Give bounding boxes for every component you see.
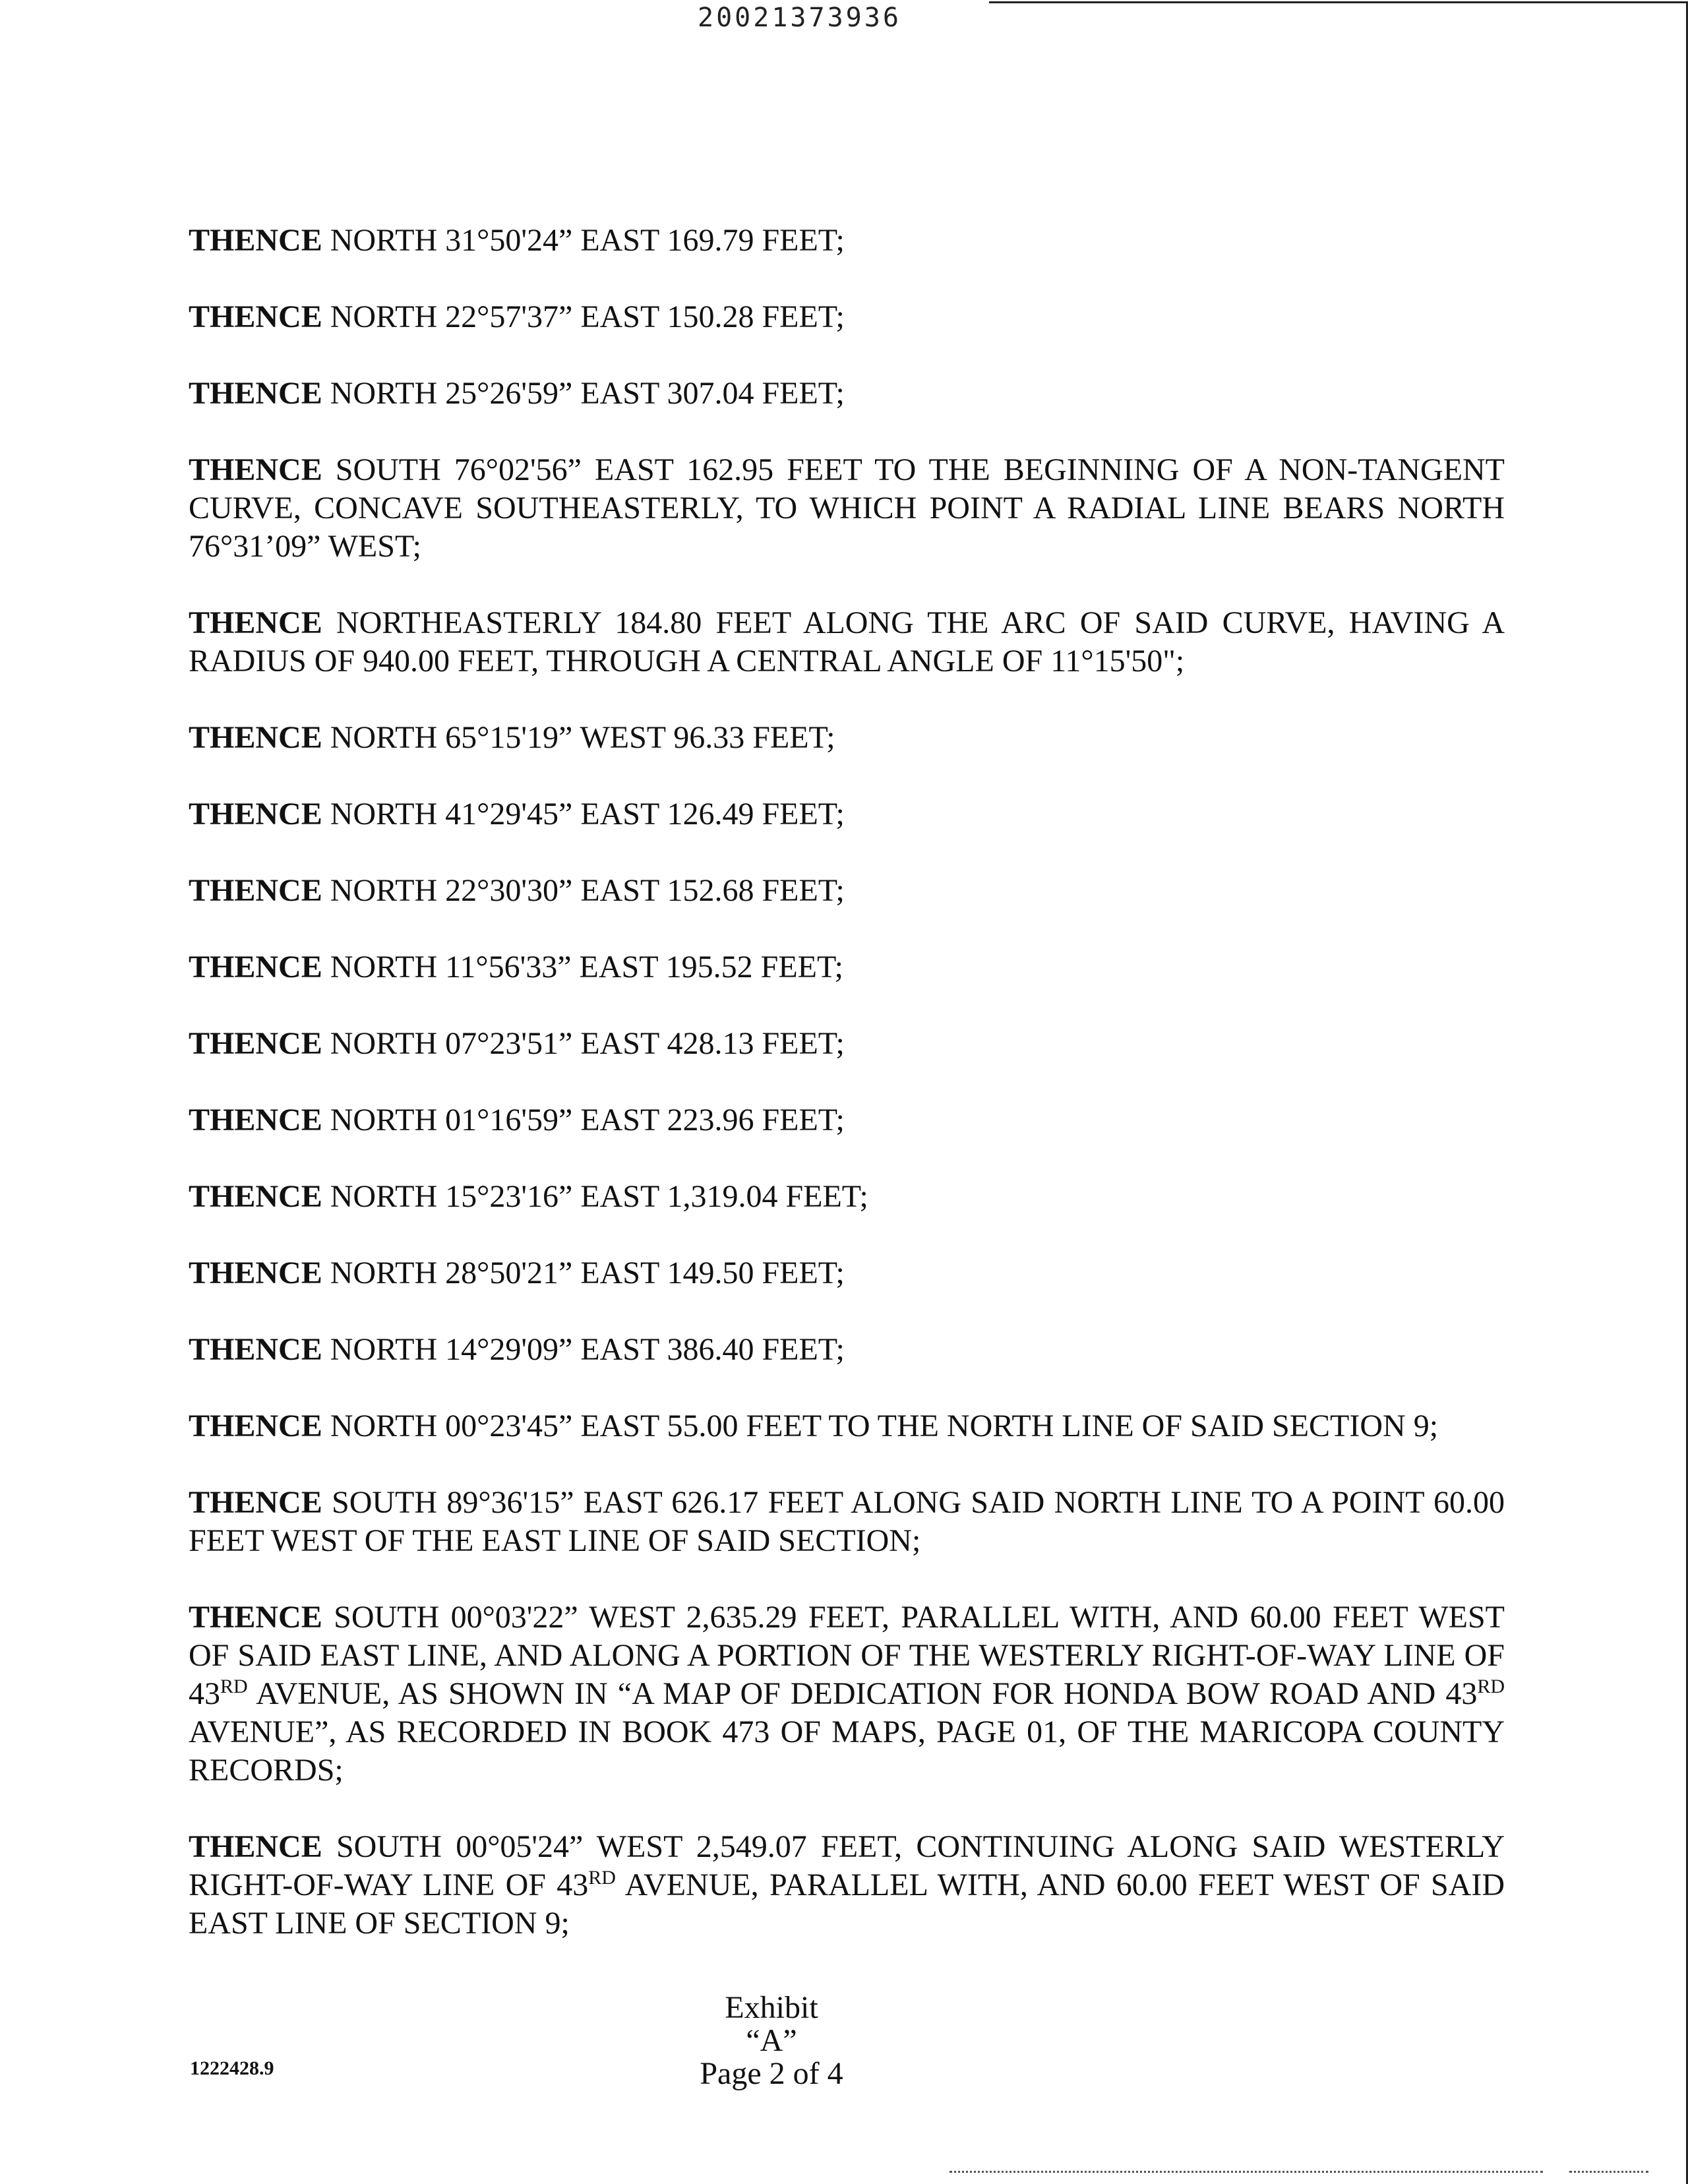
scan-artifact-line [1569,2171,1648,2175]
course-text: NORTH 15°23'16” EAST 1,319.04 FEET; [322,1179,868,1214]
thence-keyword: THENCE [189,873,322,908]
course-text: NORTH 25°26'59” EAST 307.04 FEET; [322,376,845,411]
thence-keyword: THENCE [189,299,322,334]
course-text: NORTH 22°30'30” EAST 152.68 FEET; [322,873,845,908]
course-text: NORTH 31°50'24” EAST 169.79 FEET; [322,223,845,258]
document-number: 20021373936 [698,3,901,33]
thence-keyword: THENCE [189,1600,322,1635]
thence-keyword: THENCE [189,720,322,755]
course-5 [189,604,1505,681]
course-text: NORTH 00°23'45” EAST 55.00 FEET TO THE NORTH LINE OF SAID SECTION 9; [322,1409,1439,1443]
thence-keyword: THENCE [189,605,322,640]
course-18 [189,1828,1505,1943]
thence-keyword: THENCE [189,1409,322,1443]
course-text: NORTH 14°29'09” EAST 386.40 FEET; [322,1332,845,1367]
ordinal-superscript: RD [588,1867,616,1889]
thence-keyword: THENCE [189,1829,322,1864]
course-text: NORTH 41°29'45” EAST 126.49 FEET; [322,797,845,832]
course-text: SOUTH 00°05'24” WEST 2,549.07 FEET, CONTINUING ALONG SAID WESTERLY RIGHT-OF-WAY LINE OF 43 [189,1829,1505,1902]
course-text-continued: AVENUE”, AS RECORDED IN BOOK 473 OF MAPS, PAGE 01, OF THE MARICOPA COUNTY RECORDS; [189,1714,1505,1788]
thence-keyword: THENCE [189,1026,322,1061]
course-3 [189,375,1505,413]
course-9 [189,948,1505,986]
course-14 [189,1331,1505,1369]
legal-description-body [189,222,1505,1981]
course-6 [189,719,1505,757]
thence-keyword: THENCE [189,1485,322,1520]
top-border-line [989,1,1688,3]
course-4 [189,451,1505,566]
exhibit-footer [699,1991,844,2090]
course-text-continued: AVENUE, AS SHOWN IN “A MAP OF DEDICATION FOR HONDA BOW ROAD AND 43 [247,1676,1478,1711]
course-17 [189,1598,1505,1790]
course-15 [189,1407,1505,1445]
course-11 [189,1101,1505,1139]
thence-keyword: THENCE [189,1103,322,1138]
course-text: SOUTH 89°36'15” EAST 626.17 FEET ALONG SAID NORTH LINE TO A POINT 60.00 FEET WEST OF THE EAST LINE OF SAID SECTION; [189,1485,1505,1558]
course-text: NORTH 01°16'59” EAST 223.96 FEET; [322,1103,845,1138]
exhibit-label: Exhibit “A” [725,1990,818,2058]
thence-keyword: THENCE [189,1256,322,1290]
thence-keyword: THENCE [189,1179,322,1214]
course-12 [189,1178,1505,1216]
course-text: SOUTH 76°02'56” EAST 162.95 FEET TO THE BEGINNING OF A NON-TANGENT CURVE, CONCAVE SOUTHEASTERLY, TO WHICH POINT A RADIAL LINE BEARS NORTH 76°31’09” WEST; [189,452,1505,564]
course-2 [189,298,1505,336]
thence-keyword: THENCE [189,223,322,258]
course-8 [189,872,1505,910]
scan-artifact-line [950,2171,1543,2175]
course-text: SOUTH 00°03'22” WEST 2,635.29 FEET, PARALLEL WITH, AND 60.00 FEET WEST OF SAID EAST LINE, AND ALONG A PORTION OF THE WESTERLY RIGHT-OF-WAY LINE OF 43 [189,1600,1505,1711]
thence-keyword: THENCE [189,1332,322,1367]
course-text: NORTH 11°56'33” EAST 195.52 FEET; [322,950,844,985]
course-text: NORTH 65°15'19” WEST 96.33 FEET; [322,720,835,755]
ordinal-superscript: RD [1477,1676,1505,1697]
course-1 [189,222,1505,260]
thence-keyword: THENCE [189,452,322,487]
course-text-continued: AVENUE, PARALLEL WITH, AND 60.00 FEET WEST OF SAID EAST LINE OF SECTION 9; [189,1867,1505,1941]
course-13 [189,1254,1505,1292]
course-text: NORTH 22°57'37” EAST 150.28 FEET; [322,299,845,334]
thence-keyword: THENCE [189,797,322,832]
course-text: NORTH 07°23'51” EAST 428.13 FEET; [322,1026,845,1061]
course-text: NORTH 28°50'21” EAST 149.50 FEET; [322,1256,845,1290]
course-10 [189,1025,1505,1063]
thence-keyword: THENCE [189,376,322,411]
file-reference-number: 1222428.9 [190,2057,274,2079]
page-indicator: Page 2 of 4 [700,2056,843,2091]
course-16 [189,1484,1505,1560]
thence-keyword: THENCE [189,950,322,985]
ordinal-superscript: RD [220,1676,248,1697]
course-text: NORTHEASTERLY 184.80 FEET ALONG THE ARC OF SAID CURVE, HAVING A RADIUS OF 940.00 FEET, THROUGH A CENTRAL ANGLE OF 11°15'50"; [189,605,1505,679]
course-7 [189,795,1505,834]
